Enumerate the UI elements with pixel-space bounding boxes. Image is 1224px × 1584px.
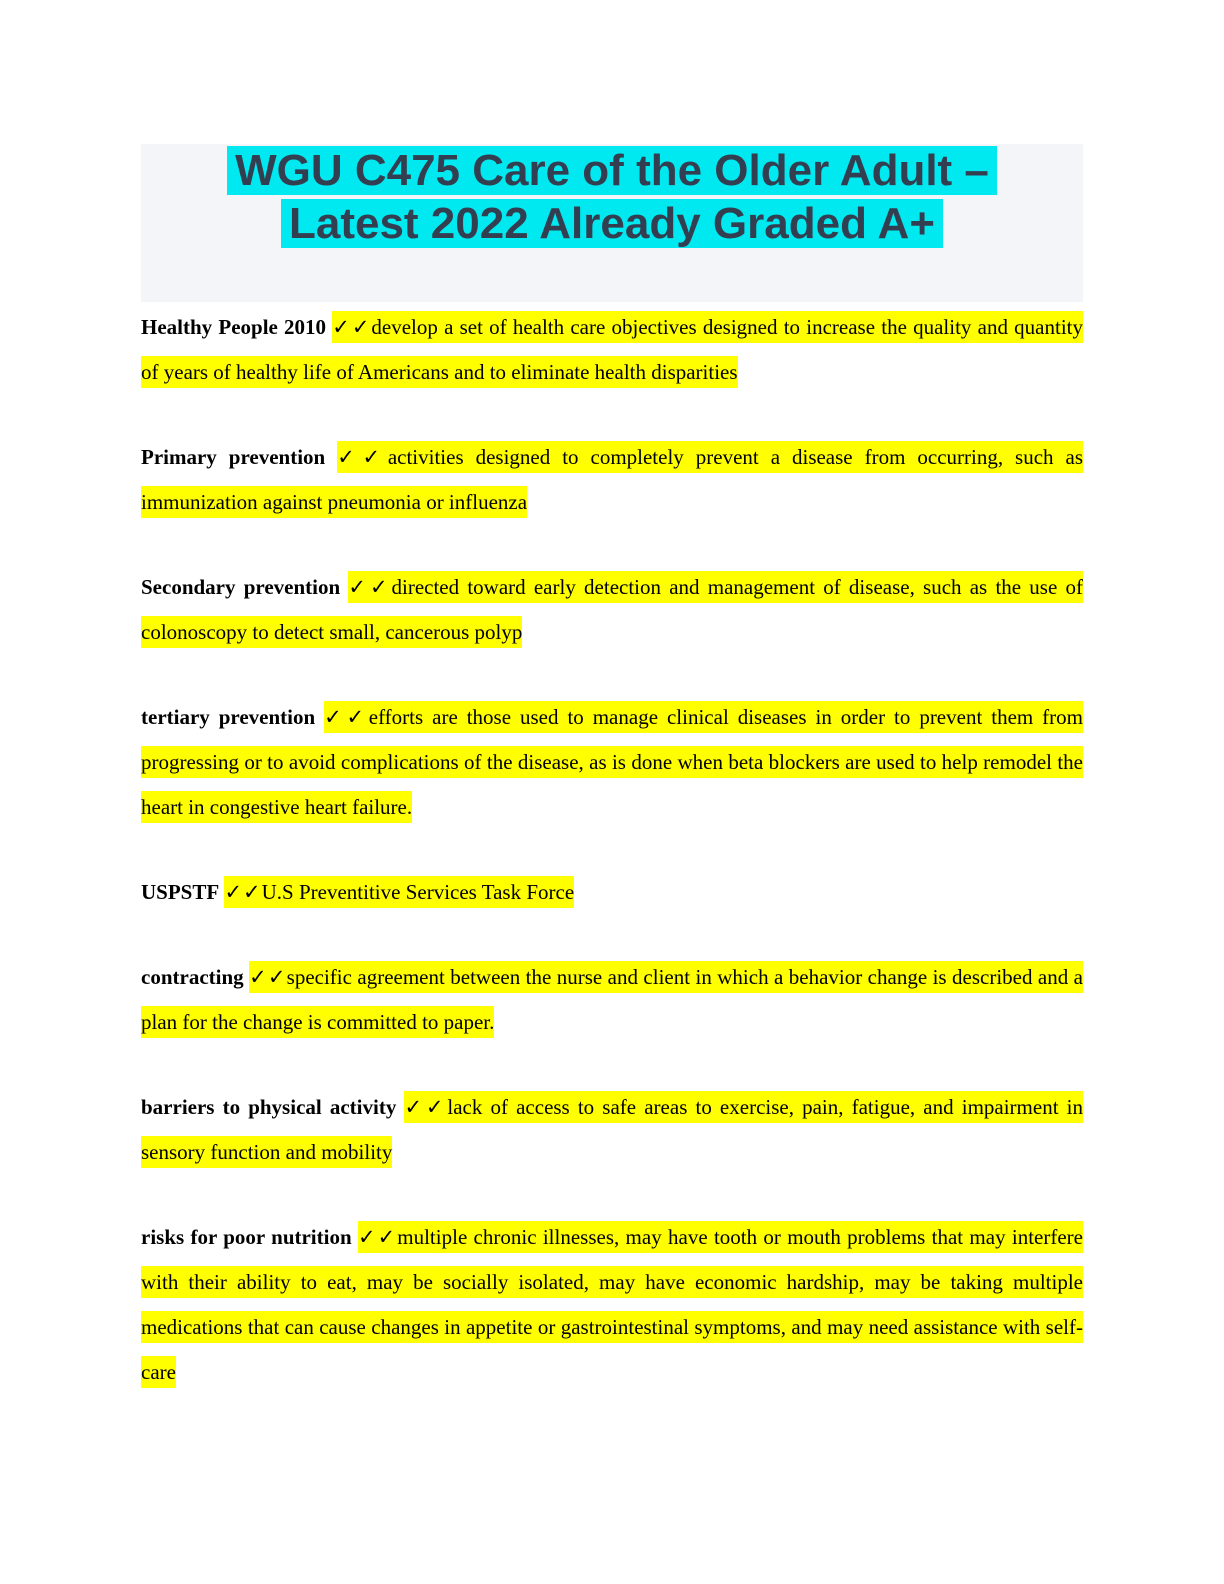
entry-term: USPSTF bbox=[141, 880, 220, 904]
check-marks: ✓✓ bbox=[348, 575, 392, 599]
page-title-line-2 bbox=[141, 197, 1083, 250]
entry bbox=[141, 435, 1083, 525]
definition-text: multiple chronic illnesses, may have tooth or mouth problems that may interfere with their ability to eat, may be socially isolated, may have economic hardship, may be taking multiple medications that can cause changes in appetite or gastrointestinal symptoms, and may need assistance with self-care bbox=[141, 1225, 1083, 1384]
check-marks: ✓✓ bbox=[337, 445, 388, 469]
entry-definition bbox=[141, 961, 1083, 1038]
entry bbox=[141, 305, 1083, 395]
entry bbox=[141, 695, 1083, 830]
entry bbox=[141, 565, 1083, 655]
definition-text: specific agreement between the nurse and client in which a behavior change is described and a plan for the change is committed to paper. bbox=[141, 965, 1083, 1034]
entry-definition bbox=[224, 876, 574, 908]
title-block bbox=[141, 144, 1083, 302]
entry-term: Secondary prevention bbox=[141, 575, 341, 599]
definition-text: lack of access to safe areas to exercise, pain, fatigue, and impairment in sensory function and mobility bbox=[141, 1095, 1083, 1164]
entry-term: contracting bbox=[141, 965, 244, 989]
entry-term: tertiary prevention bbox=[141, 705, 316, 729]
entry-term: barriers to physical activity bbox=[141, 1095, 397, 1119]
entry-term: Healthy People 2010 bbox=[141, 315, 327, 339]
entry-term: risks for poor nutrition bbox=[141, 1225, 352, 1249]
page-title-highlight-1: WGU C475 Care of the Older Adult – bbox=[227, 146, 997, 195]
definition-text: U.S Preventitive Services Task Force bbox=[261, 880, 575, 904]
entry bbox=[141, 1085, 1083, 1175]
check-marks: ✓✓ bbox=[324, 705, 369, 729]
check-marks: ✓✓ bbox=[357, 1225, 398, 1249]
definition-text: develop a set of health care objectives designed to increase the quality and quantity of years of healthy life of Americans and to eliminate health disparities bbox=[141, 315, 1083, 384]
check-marks: ✓✓ bbox=[224, 880, 262, 904]
entry-term: Primary prevention bbox=[141, 445, 326, 469]
check-marks: ✓✓ bbox=[332, 315, 372, 339]
check-marks: ✓✓ bbox=[404, 1095, 448, 1119]
definition-text: activities designed to completely prevent a disease from occurring, such as immunization against pneumonia or influenza bbox=[141, 445, 1083, 514]
entry bbox=[141, 955, 1083, 1045]
page-title-line-1 bbox=[141, 144, 1083, 197]
check-marks: ✓✓ bbox=[249, 965, 287, 989]
entries-list bbox=[141, 305, 1083, 1395]
entry bbox=[141, 870, 1083, 915]
definition-text: directed toward early detection and management of disease, such as the use of colonoscopy to detect small, cancerous polyp bbox=[141, 575, 1084, 644]
page-title-highlight-2: Latest 2022 Already Graded A+ bbox=[281, 199, 943, 248]
entry bbox=[141, 1215, 1083, 1395]
definition-text: efforts are those used to manage clinical diseases in order to prevent them from progressing or to avoid complications of the disease, as is done when beta blockers are used to help remodel the heart in congestive heart failure. bbox=[141, 705, 1084, 819]
